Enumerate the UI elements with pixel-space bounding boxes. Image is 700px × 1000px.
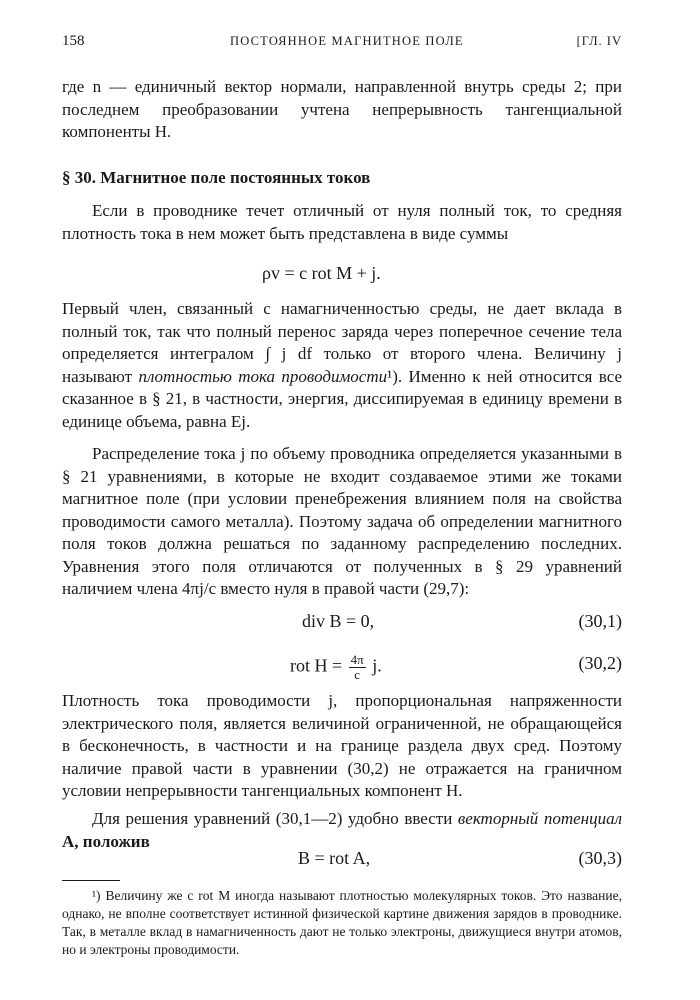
equation-number: (30,2) xyxy=(578,653,622,673)
paragraph-3: Распределение тока j по объему проводника определяется указанными в § 21 уравнениями, в которые не входит создаваемое этими же токами магнитное поле (при условии пренебрежения влиянием поля на свойства проводимости самого металла). Поэтому задача об определении магнитного поля токов должна решаться по заданному распределению последних. Уравнения этого поля отличаются от полученных в § 29 уравнений наличием члена 4πj/c вместо нуля в правой части (29,7): xyxy=(62,444,622,598)
running-title: ПОСТОЯННОЕ МАГНИТНОЕ ПОЛЕ xyxy=(230,34,464,48)
paragraph-4: Плотность тока проводимости j, пропорциональная напряженности электрического поля, является величиной ограниченной, не обращающейся в бесконечность, в частности и на границе раздела двух сред. Поэтому наличие правой части в уравнении (30,2) не отражается на граничном условии непрерывности тангенциальных компонент H. xyxy=(62,691,622,800)
equation-number: (30,1) xyxy=(578,611,622,631)
equation-number: (30,3) xyxy=(578,848,622,868)
footnote: ¹) Величину же c rot M иногда называют плотностью молекулярных токов. Это название, однако, не вполне соответствует истинной физической картине движения зарядов в проводнике. Так, в металле вклад в намагниченность дают не только электроны, движущиеся внутри атомов, но и электроны проводимости. xyxy=(62,888,622,957)
footnote-rule xyxy=(62,880,120,881)
equation-30-1: div B = 0, (30,1) xyxy=(302,611,622,631)
equation-30-3: B = rot A, (30,3) xyxy=(298,848,622,868)
page-header xyxy=(62,33,622,55)
page-number: 158 xyxy=(62,33,85,49)
section-title: § 30. Магнитное поле постоянных токов xyxy=(62,168,371,187)
fraction: $\frac{4\pi}{c}$ xyxy=(350,652,364,682)
paragraph-5: Для решения уравнений (30,1—2) удобно ввести векторный потенциал A, положив xyxy=(62,809,623,851)
equation-mean-current: ρv = c rot M + j. xyxy=(262,263,381,283)
chapter-label: [ГЛ. IV xyxy=(576,34,622,48)
paragraph-1: Если в проводнике течет отличный от нуля полный ток, то средняя плотность тока в нем может быть представлена в виде суммы xyxy=(62,201,622,243)
equation-30-2: rot H = $\frac{4\pi}{c}$ j. (30,2) xyxy=(290,652,622,682)
intro-paragraph: где n — единичный вектор нормали, направленной внутрь среды 2; при последнем преобразовании учтена непрерывность тангенциальной компоненты H. xyxy=(62,77,622,141)
paragraph-2: Первый член, связанный с намагниченностью среды, не дает вклада в полный ток, так что полный перенос заряда через поперечное сечение тела определяется интегралом ∫ j df только от второго члена. Величину j называют плотностью тока проводимости¹). Именно к ней относится все сказанное в § 21, в частности, энергия, диссипируемая в единицу времени в единице объема, равна Ej. xyxy=(62,299,622,431)
